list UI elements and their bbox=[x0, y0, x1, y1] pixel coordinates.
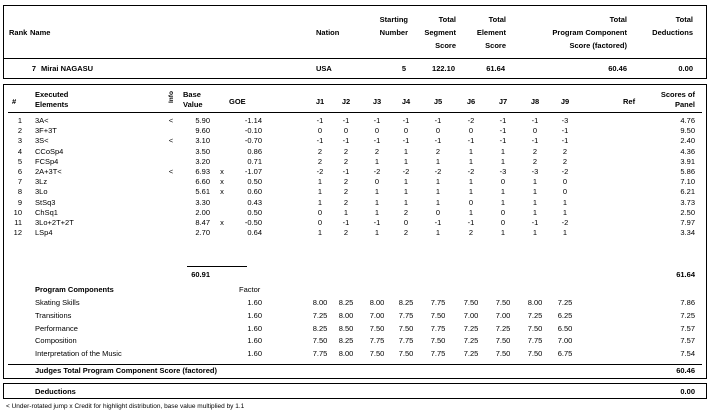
component-judge-score: 7.75 bbox=[527, 336, 543, 346]
element-name: 2A+3T< bbox=[35, 167, 62, 176]
component-judge-score: 7.00 bbox=[369, 310, 385, 320]
goe-header: GOE bbox=[229, 97, 246, 106]
element-number: 3 bbox=[17, 136, 22, 146]
component-judge-score: 7.75 bbox=[369, 336, 385, 346]
judge-score: -1 bbox=[434, 218, 442, 227]
judge-score: 1 bbox=[403, 187, 409, 197]
component-judge-score: 8.25 bbox=[338, 298, 354, 307]
judge-score: -3 bbox=[531, 167, 539, 176]
component-judge-score: 8.00 bbox=[369, 298, 385, 307]
judge-score: 0 bbox=[500, 218, 506, 227]
judge-header: J8 bbox=[530, 97, 540, 106]
skater-name: Mirai NAGASU bbox=[41, 64, 94, 73]
component-judge-score: 7.50 bbox=[495, 349, 511, 359]
judge-score: 2 bbox=[317, 146, 323, 156]
judge-score: 1 bbox=[374, 228, 380, 238]
judge-score: 1 bbox=[562, 207, 568, 217]
component-judge-score: 8.00 bbox=[338, 310, 354, 320]
element-panel-score: 9.50 bbox=[680, 126, 695, 136]
elements-score-total: 61.64 bbox=[676, 270, 695, 279]
component-judge-score: 7.50 bbox=[430, 336, 446, 346]
element-info: < bbox=[168, 136, 174, 146]
pcs-total-divider bbox=[8, 364, 702, 365]
judge-score: -1 bbox=[561, 126, 569, 136]
judge-score: 2 bbox=[343, 197, 349, 207]
element-panel-score: 2.40 bbox=[680, 136, 695, 146]
judge-score: 2 bbox=[435, 146, 441, 156]
deductions-header-2: Deductions bbox=[652, 28, 693, 37]
component-panel-score: 7.57 bbox=[680, 336, 695, 346]
component-panel-score: 7.25 bbox=[680, 310, 695, 320]
starting-number-header-2: Number bbox=[379, 28, 408, 37]
judge-score: 2 bbox=[317, 156, 323, 166]
ref-header: Ref bbox=[623, 97, 636, 106]
executed-header-2: Elements bbox=[35, 100, 69, 109]
judge-score: 2 bbox=[343, 156, 349, 166]
element-goe: -0.10 bbox=[244, 126, 262, 136]
skater-pcs: 60.46 bbox=[608, 64, 627, 73]
judge-score: -1 bbox=[531, 116, 539, 125]
component-factor: 1.60 bbox=[247, 336, 262, 346]
judge-score: 2 bbox=[562, 146, 568, 156]
component-judge-score: 7.00 bbox=[495, 310, 511, 320]
judge-score: 0 bbox=[435, 126, 441, 136]
judge-score: 1 bbox=[435, 156, 441, 166]
segment-score-header-2: Segment bbox=[424, 28, 456, 37]
judge-score: -1 bbox=[373, 136, 381, 146]
component-judge-score: 7.00 bbox=[557, 336, 573, 346]
judge-score: 1 bbox=[500, 156, 506, 166]
judge-score: 1 bbox=[317, 197, 323, 207]
judge-score: -2 bbox=[561, 218, 569, 227]
judge-score: -1 bbox=[373, 116, 381, 125]
judge-score: 1 bbox=[435, 228, 441, 238]
judge-score: 1 bbox=[562, 228, 568, 238]
judge-score: -1 bbox=[531, 218, 539, 227]
component-judge-score: 7.25 bbox=[495, 323, 511, 333]
judge-header: J9 bbox=[560, 97, 570, 106]
base-value-header-2: Value bbox=[183, 100, 203, 109]
element-score-header-2: Element bbox=[476, 28, 506, 37]
header-divider bbox=[3, 58, 707, 59]
component-judge-score: 6.75 bbox=[557, 349, 573, 359]
component-judge-score: 7.50 bbox=[369, 349, 385, 359]
judge-score: 2 bbox=[374, 146, 380, 156]
judge-score: 2 bbox=[403, 228, 409, 238]
judge-score: 1 bbox=[532, 228, 538, 238]
element-number: 6 bbox=[17, 167, 22, 176]
judge-score: 1 bbox=[403, 156, 409, 166]
element-goe: 0.60 bbox=[247, 187, 262, 197]
element-number: 9 bbox=[17, 197, 22, 207]
segment-score-header-3: Score bbox=[435, 41, 456, 50]
judge-score: 1 bbox=[435, 197, 441, 207]
component-judge-score: 7.25 bbox=[463, 336, 479, 346]
element-name: CCoSp4 bbox=[35, 146, 64, 156]
judge-score: -2 bbox=[467, 116, 475, 125]
judge-score: 1 bbox=[468, 156, 474, 166]
component-name: Composition bbox=[35, 336, 77, 346]
pcs-header-1: Total bbox=[609, 15, 627, 24]
judge-header: J5 bbox=[433, 97, 443, 106]
element-panel-score: 2.50 bbox=[680, 207, 695, 217]
judge-header: J6 bbox=[466, 97, 476, 106]
component-panel-score: 7.54 bbox=[680, 349, 695, 359]
judge-score: 0 bbox=[500, 207, 506, 217]
judge-score: 1 bbox=[317, 228, 323, 238]
judge-score: 0 bbox=[562, 187, 568, 197]
component-judge-score: 7.25 bbox=[463, 323, 479, 333]
judge-header: J2 bbox=[341, 97, 351, 106]
component-judge-score: 7.25 bbox=[463, 349, 479, 359]
element-panel-score: 6.21 bbox=[680, 187, 695, 197]
element-base-value: 3.20 bbox=[195, 156, 210, 166]
element-bonus: x bbox=[220, 177, 224, 187]
judge-score: 0 bbox=[317, 126, 323, 136]
judge-score: 0 bbox=[403, 218, 409, 227]
skater-nation: USA bbox=[316, 64, 332, 73]
component-judge-score: 7.00 bbox=[463, 310, 479, 320]
element-panel-score: 3.73 bbox=[680, 197, 695, 207]
rank-header: Rank bbox=[9, 28, 28, 37]
element-panel-score: 7.97 bbox=[680, 218, 695, 227]
deductions-value: 0.00 bbox=[680, 387, 695, 396]
judge-score: -1 bbox=[373, 218, 381, 227]
element-bonus: x bbox=[220, 187, 224, 197]
deductions-label: Deductions bbox=[35, 387, 76, 396]
component-judge-score: 7.50 bbox=[398, 323, 414, 333]
element-score-header-3: Score bbox=[485, 41, 506, 50]
judge-score: -1 bbox=[434, 116, 442, 125]
judge-score: -1 bbox=[499, 116, 507, 125]
judge-score: -1 bbox=[342, 116, 350, 125]
judge-score: -1 bbox=[402, 116, 410, 125]
component-judge-score: 7.75 bbox=[398, 336, 414, 346]
judge-score: -1 bbox=[467, 136, 475, 146]
element-goe: -0.70 bbox=[244, 136, 262, 146]
element-base-value: 3.30 bbox=[195, 197, 210, 207]
element-number: 5 bbox=[17, 156, 22, 166]
starting-number-header-1: Starting bbox=[379, 15, 408, 24]
judge-score: 1 bbox=[403, 146, 409, 156]
deductions-box bbox=[3, 383, 707, 399]
judge-score: 0 bbox=[317, 207, 323, 217]
element-goe: -1.07 bbox=[244, 167, 262, 176]
element-number: 8 bbox=[17, 187, 22, 197]
element-name: 3S< bbox=[35, 136, 49, 146]
judge-score: 1 bbox=[403, 177, 409, 187]
element-name: 3Lz bbox=[35, 177, 48, 187]
judge-score: -2 bbox=[467, 167, 475, 176]
element-name: 3Lo+2T+2T bbox=[35, 218, 74, 227]
element-goe: -1.14 bbox=[244, 116, 262, 125]
element-info: < bbox=[168, 167, 174, 176]
element-number: 2 bbox=[17, 126, 22, 136]
component-judge-score: 8.00 bbox=[312, 298, 328, 307]
judge-score: -1 bbox=[402, 136, 410, 146]
judge-score: 1 bbox=[374, 207, 380, 217]
component-judge-score: 7.50 bbox=[369, 323, 385, 333]
program-components-title: Program Components bbox=[35, 285, 114, 294]
component-judge-score: 7.50 bbox=[495, 336, 511, 346]
judge-score: 1 bbox=[374, 197, 380, 207]
element-base-value: 6.93 bbox=[195, 167, 210, 176]
judge-score: 1 bbox=[435, 187, 441, 197]
skater-segment-score: 122.10 bbox=[432, 64, 455, 73]
judge-score: 0 bbox=[374, 177, 380, 187]
element-goe: 0.86 bbox=[247, 146, 262, 156]
element-number: 1 bbox=[17, 116, 22, 125]
element-base-value: 3.50 bbox=[195, 146, 210, 156]
elements-header-divider bbox=[8, 112, 702, 113]
skater-deductions: 0.00 bbox=[678, 64, 693, 73]
judge-header: J4 bbox=[401, 97, 411, 106]
component-factor: 1.60 bbox=[247, 310, 262, 320]
judge-score: 1 bbox=[468, 207, 474, 217]
element-number: 10 bbox=[13, 207, 22, 217]
judge-score: 2 bbox=[343, 228, 349, 238]
component-judge-score: 7.50 bbox=[495, 298, 511, 307]
component-judge-score: 8.00 bbox=[338, 349, 354, 359]
judge-score: -1 bbox=[531, 136, 539, 146]
judge-score: 1 bbox=[343, 207, 349, 217]
judge-score: 1 bbox=[532, 207, 538, 217]
executed-header-1: Executed bbox=[35, 90, 69, 99]
element-name: 3A< bbox=[35, 116, 49, 125]
component-judge-score: 7.25 bbox=[557, 298, 573, 307]
judge-score: 1 bbox=[468, 177, 474, 187]
element-name: ChSq1 bbox=[35, 207, 58, 217]
component-judge-score: 7.50 bbox=[463, 298, 479, 307]
judge-score: 2 bbox=[532, 156, 538, 166]
element-goe: 0.50 bbox=[247, 207, 262, 217]
element-goe: 0.43 bbox=[247, 197, 262, 207]
judge-score: 1 bbox=[500, 228, 506, 238]
element-panel-score: 4.76 bbox=[680, 116, 695, 125]
panel-header-1: Scores of bbox=[660, 90, 695, 99]
judge-score: 0 bbox=[500, 177, 506, 187]
component-judge-score: 8.25 bbox=[398, 298, 414, 307]
judge-score: -2 bbox=[402, 167, 410, 176]
judge-header: J1 bbox=[315, 97, 325, 106]
element-name: LSp4 bbox=[35, 228, 53, 238]
judge-score: 1 bbox=[532, 177, 538, 187]
judge-score: -3 bbox=[499, 167, 507, 176]
element-base-value: 3.10 bbox=[195, 136, 210, 146]
skater-starting-number: 5 bbox=[401, 64, 406, 73]
deductions-header-1: Total bbox=[675, 15, 693, 24]
pcs-header-3: Score (factored) bbox=[569, 41, 627, 50]
component-panel-score: 7.86 bbox=[680, 298, 695, 307]
component-name: Transitions bbox=[35, 310, 72, 320]
judge-header: J3 bbox=[372, 97, 382, 106]
element-base-value: 9.60 bbox=[195, 126, 210, 136]
element-panel-score: 5.86 bbox=[680, 167, 695, 176]
element-bonus: x bbox=[220, 218, 224, 227]
name-header: Name bbox=[30, 28, 51, 37]
judge-score: 0 bbox=[317, 218, 323, 227]
nation-header: Nation bbox=[316, 28, 340, 37]
judge-score: 2 bbox=[343, 187, 349, 197]
component-judge-score: 8.50 bbox=[338, 323, 354, 333]
panel-header-2: Panel bbox=[674, 100, 695, 109]
judge-score: -2 bbox=[316, 167, 324, 176]
segment-score-header-1: Total bbox=[438, 15, 456, 24]
judge-score: 2 bbox=[562, 156, 568, 166]
skater-element-score: 61.64 bbox=[486, 64, 505, 73]
element-goe: 0.50 bbox=[247, 177, 262, 187]
judge-score: -1 bbox=[342, 136, 350, 146]
judge-score: -1 bbox=[434, 136, 442, 146]
judge-score: -2 bbox=[561, 167, 569, 176]
judge-score: 2 bbox=[403, 207, 409, 217]
judge-score: -1 bbox=[499, 126, 507, 136]
component-judge-score: 8.00 bbox=[527, 298, 543, 307]
element-panel-score: 3.34 bbox=[680, 228, 695, 238]
component-factor: 1.60 bbox=[247, 298, 262, 307]
judge-score: 2 bbox=[343, 177, 349, 187]
judge-score: -1 bbox=[316, 116, 324, 125]
info-header: Info bbox=[168, 91, 175, 103]
element-panel-score: 4.36 bbox=[680, 146, 695, 156]
component-judge-score: 7.50 bbox=[398, 349, 414, 359]
element-goe: 0.71 bbox=[247, 156, 262, 166]
judge-score: -1 bbox=[561, 136, 569, 146]
component-judge-score: 7.75 bbox=[430, 298, 446, 307]
judge-score: 0 bbox=[532, 126, 538, 136]
judge-score: 1 bbox=[317, 187, 323, 197]
judge-score: 1 bbox=[532, 187, 538, 197]
component-judge-score: 7.75 bbox=[430, 323, 446, 333]
judge-score: 0 bbox=[468, 197, 474, 207]
pcs-total-value: 60.46 bbox=[676, 366, 695, 375]
component-factor: 1.60 bbox=[247, 323, 262, 333]
judge-score: -3 bbox=[561, 116, 569, 125]
num-header: # bbox=[12, 97, 17, 106]
element-panel-score: 3.91 bbox=[680, 156, 695, 166]
judge-score: 0 bbox=[403, 126, 409, 136]
judge-score: -1 bbox=[316, 136, 324, 146]
component-judge-score: 8.25 bbox=[312, 323, 328, 333]
judge-score: -1 bbox=[499, 136, 507, 146]
component-judge-score: 6.50 bbox=[557, 323, 573, 333]
judge-score: 1 bbox=[374, 156, 380, 166]
judge-score: 2 bbox=[532, 146, 538, 156]
pcs-total-label: Judges Total Program Component Score (factored) bbox=[35, 366, 217, 375]
base-value-total: 60.91 bbox=[191, 270, 210, 279]
element-name: FCSp4 bbox=[35, 156, 59, 166]
judge-score: 1 bbox=[562, 197, 568, 207]
judge-score: 1 bbox=[500, 146, 506, 156]
component-factor: 1.60 bbox=[247, 349, 262, 359]
judge-score: 1 bbox=[500, 187, 506, 197]
judge-score: 1 bbox=[468, 146, 474, 156]
component-judge-score: 7.50 bbox=[312, 336, 328, 346]
judge-score: 0 bbox=[435, 207, 441, 217]
component-judge-score: 8.25 bbox=[338, 336, 354, 346]
judge-score: 0 bbox=[343, 126, 349, 136]
element-base-value: 8.47 bbox=[195, 218, 210, 227]
element-name: 3F+3T bbox=[35, 126, 57, 136]
component-judge-score: 7.75 bbox=[398, 310, 414, 320]
judge-score: 1 bbox=[532, 197, 538, 207]
element-number: 4 bbox=[17, 146, 22, 156]
base-value-header-1: Base bbox=[183, 90, 201, 99]
component-panel-score: 7.57 bbox=[680, 323, 695, 333]
factor-header: Factor bbox=[239, 285, 261, 294]
element-base-value: 2.00 bbox=[195, 207, 210, 217]
component-judge-score: 7.75 bbox=[430, 349, 446, 359]
judge-score: 1 bbox=[435, 177, 441, 187]
judge-score: 1 bbox=[468, 187, 474, 197]
element-info: < bbox=[168, 116, 174, 125]
judge-score: -2 bbox=[373, 167, 381, 176]
element-base-value: 5.61 bbox=[195, 187, 210, 197]
component-judge-score: 7.25 bbox=[527, 310, 543, 320]
element-base-value: 2.70 bbox=[195, 228, 210, 238]
judge-score: -1 bbox=[342, 218, 350, 227]
component-name: Performance bbox=[35, 323, 78, 333]
element-score-header-1: Total bbox=[488, 15, 506, 24]
judge-score: 0 bbox=[562, 177, 568, 187]
element-goe: 0.64 bbox=[247, 228, 262, 238]
judge-score: 2 bbox=[468, 228, 474, 238]
component-judge-score: 7.25 bbox=[312, 310, 328, 320]
judge-score: 1 bbox=[403, 197, 409, 207]
judge-score: -1 bbox=[467, 218, 475, 227]
element-bonus: x bbox=[220, 167, 224, 176]
element-panel-score: 7.10 bbox=[680, 177, 695, 187]
element-name: StSq3 bbox=[35, 197, 56, 207]
judge-score: 1 bbox=[317, 177, 323, 187]
judge-score: 1 bbox=[500, 197, 506, 207]
component-name: Skating Skills bbox=[35, 298, 80, 307]
skater-rank: 7 bbox=[31, 64, 36, 73]
judge-score: 2 bbox=[343, 146, 349, 156]
component-judge-score: 6.25 bbox=[557, 310, 573, 320]
element-base-value: 5.90 bbox=[195, 116, 210, 125]
judge-score: -1 bbox=[342, 167, 350, 176]
judge-header: J7 bbox=[498, 97, 508, 106]
element-number: 11 bbox=[14, 218, 22, 227]
element-number: 12 bbox=[13, 228, 22, 238]
component-name: Interpretation of the Music bbox=[35, 349, 122, 359]
pcs-header-2: Program Component bbox=[552, 28, 627, 37]
component-judge-score: 7.50 bbox=[527, 349, 543, 359]
element-base-value: 6.60 bbox=[195, 177, 210, 187]
component-judge-score: 7.75 bbox=[312, 349, 328, 359]
judge-score: 1 bbox=[374, 187, 380, 197]
elements-total-divider bbox=[187, 266, 247, 267]
component-judge-score: 7.50 bbox=[527, 323, 543, 333]
element-name: 3Lo bbox=[35, 187, 48, 197]
component-judge-score: 7.50 bbox=[430, 310, 446, 320]
judge-score: 0 bbox=[374, 126, 380, 136]
footnote: < Under-rotated jump x Credit for highlight distribution, base value multiplied by 1.1 bbox=[6, 403, 245, 410]
element-goe: -0.50 bbox=[244, 218, 262, 227]
judge-score: 0 bbox=[468, 126, 474, 136]
judge-score: -2 bbox=[434, 167, 442, 176]
element-number: 7 bbox=[17, 177, 22, 187]
